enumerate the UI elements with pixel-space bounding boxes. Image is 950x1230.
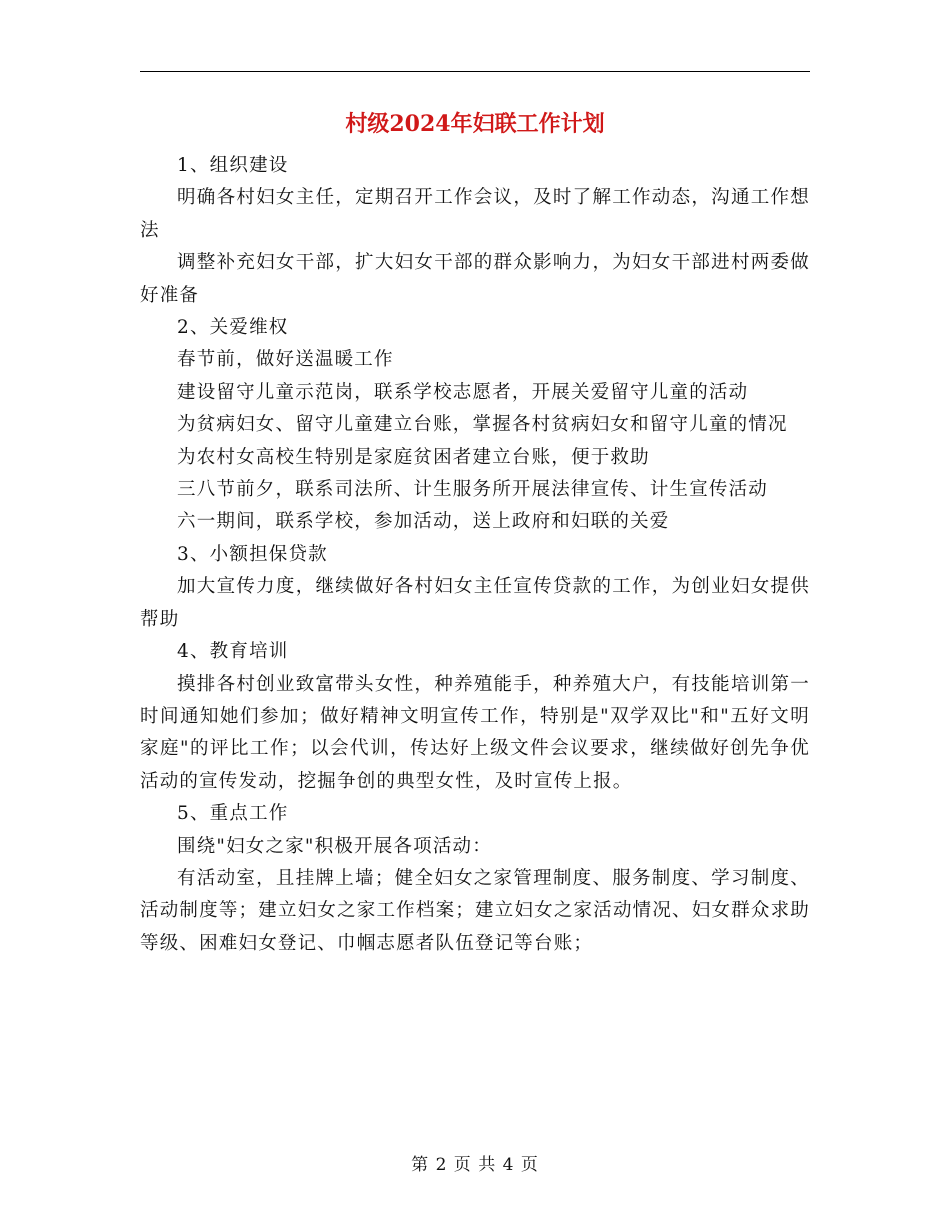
paragraph: 5、重点工作	[177, 803, 289, 825]
paragraph: 春节前，做好送温暖工作	[177, 349, 394, 371]
paragraph: 为农村女高校生特别是家庭贫困者建立台账，便于救助	[177, 446, 650, 468]
document-body	[140, 150, 810, 960]
paragraph: 摸排各村创业致富带头女性，种养殖能手，种养殖大户，有技能培训第一时间通知她们参加；做好精神文明宣传工作，特别是"双学双比"和"五好文明家庭"的评比工作；以会代训，传达好上级文件会议要求，继续做好创先争优活动的宣传发动，挖掘争创的典型女性，及时宣传上报。	[140, 673, 810, 792]
paragraph: 三八节前夕，联系司法所、计生服务所开展法律宣传、计生宣传活动	[177, 479, 769, 501]
paragraph: 建设留守儿童示范岗，联系学校志愿者，开展关爱留守儿童的活动	[177, 381, 749, 403]
paragraph: 明确各村妇女主任，定期召开工作会议，及时了解工作动态，沟通工作想法	[140, 187, 810, 241]
header-rule	[140, 71, 810, 72]
paragraph: 围绕"妇女之家"积极开展各项活动：	[177, 835, 492, 857]
paragraph: 3、小额担保贷款	[177, 543, 328, 565]
paragraph: 1、组织建设	[177, 155, 289, 176]
paragraph: 调整补充妇女干部，扩大妇女干部的群众影响力，为妇女干部进村两委做好准备	[140, 252, 810, 306]
paragraph: 有活动室，且挂牌上墙；健全妇女之家管理制度、服务制度、学习制度、活动制度等；建立妇女之家工作档案；建立妇女之家活动情况、妇女群众求助等级、困难妇女登记、巾帼志愿者队伍登记等台账；	[140, 867, 810, 954]
paragraph: 加大宣传力度，继续做好各村妇女主任宣传贷款的工作，为创业妇女提供帮助	[140, 576, 810, 630]
paragraph: 为贫病妇女、留守儿童建立台账，掌握各村贫病妇女和留守儿童的情况	[177, 414, 788, 436]
document-title: 村级2024年妇联工作计划	[345, 111, 605, 137]
paragraph: 4、教育培训	[177, 641, 289, 663]
paragraph: 2、关爱维权	[177, 317, 289, 339]
page-footer: 第 2 页 共 4 页	[411, 1155, 539, 1175]
paragraph: 六一期间，联系学校，参加活动，送上政府和妇联的关爱	[177, 511, 670, 533]
